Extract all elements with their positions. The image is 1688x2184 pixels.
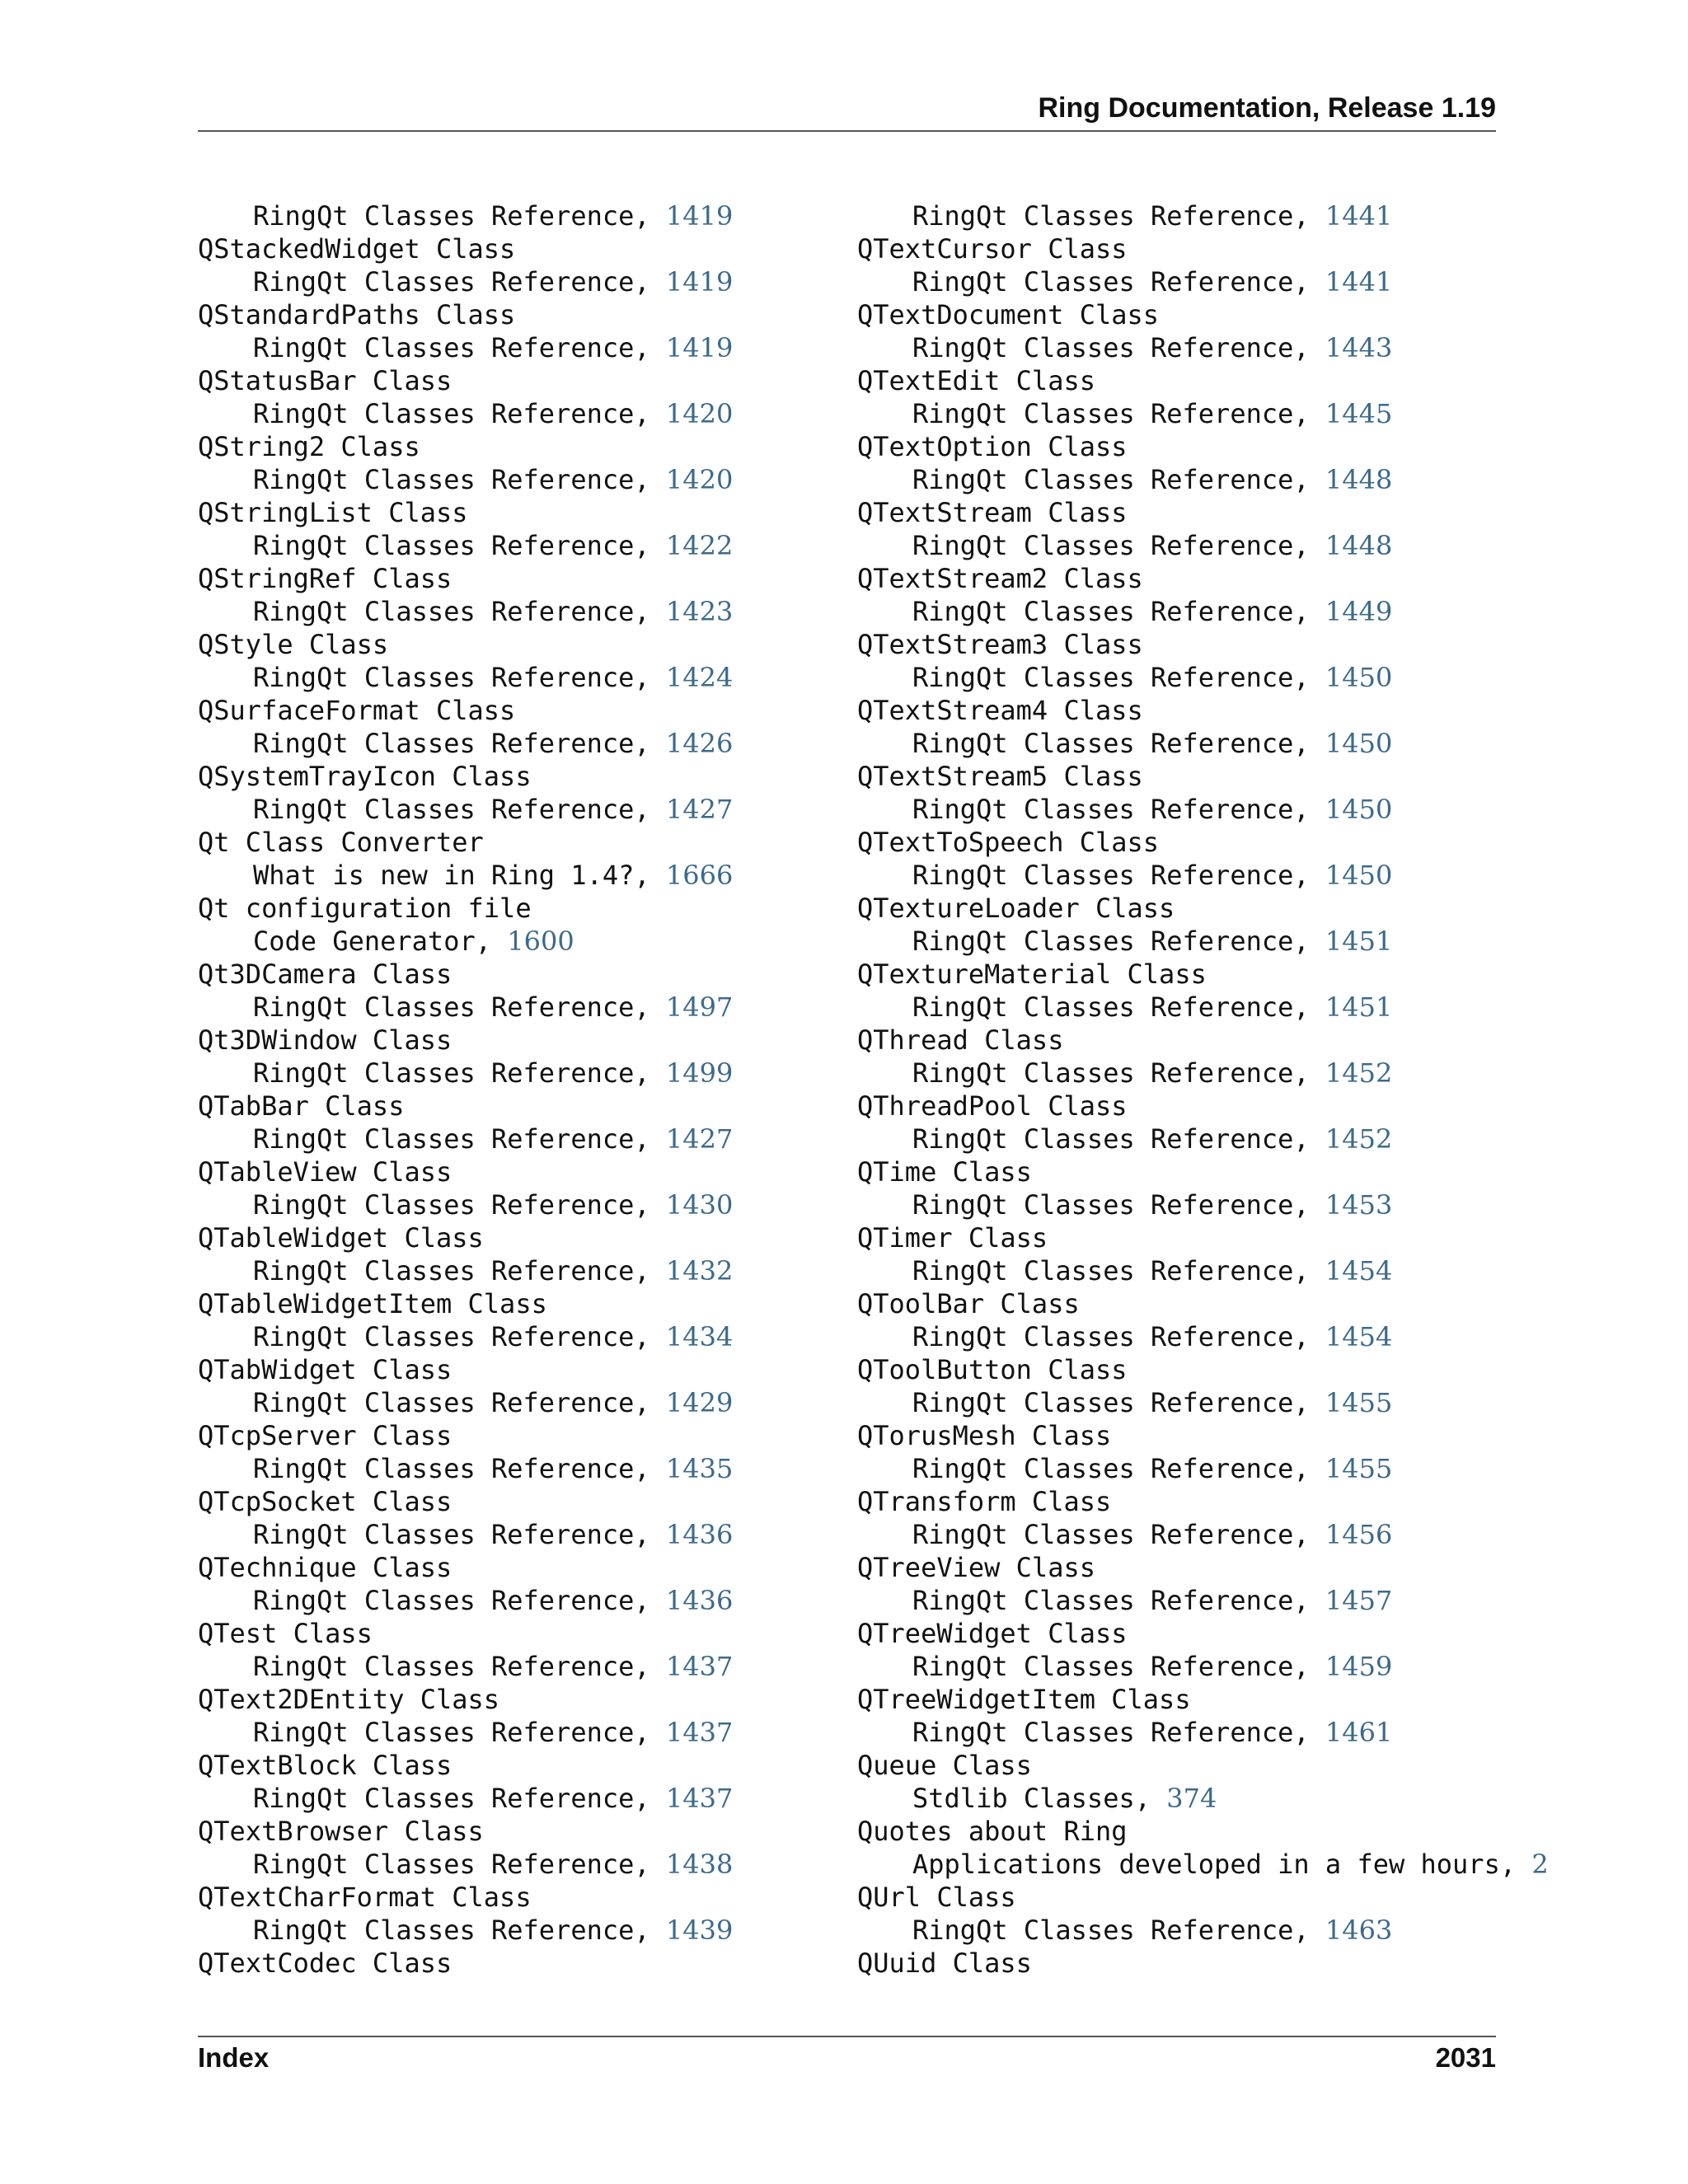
index-subentry xyxy=(857,1386,1508,1419)
page-reference-link[interactable]: 1600 xyxy=(507,926,574,957)
index-entry xyxy=(198,1419,841,1485)
page-reference-link[interactable]: 1420 xyxy=(665,398,734,429)
page-reference-link[interactable]: 1463 xyxy=(1325,1915,1393,1946)
index-term: QStatusBar Class xyxy=(198,365,452,396)
index-entry xyxy=(198,1287,841,1353)
index-entry xyxy=(198,826,841,892)
page-reference-link[interactable]: 1432 xyxy=(665,1255,734,1286)
index-entry xyxy=(857,1287,1508,1353)
index-subentry xyxy=(198,859,841,892)
index-entry xyxy=(857,694,1508,760)
index-subentry xyxy=(857,1650,1508,1683)
index-column-left xyxy=(198,199,841,1980)
page-reference-link[interactable]: 1450 xyxy=(1325,860,1393,891)
index-entry xyxy=(198,1551,841,1617)
index-term: QTextStream3 Class xyxy=(857,629,1143,660)
index-entry xyxy=(857,1485,1508,1551)
index-subentry xyxy=(857,1188,1508,1221)
index-term: Queue Class xyxy=(857,1750,1032,1781)
index-subentry-label: RingQt Classes Reference, xyxy=(912,464,1310,495)
index-entry xyxy=(198,298,841,364)
index-subentry xyxy=(857,331,1508,364)
index-term: Qt3DWindow Class xyxy=(198,1024,452,1056)
index-subentry-label: RingQt Classes Reference, xyxy=(253,1519,650,1550)
index-subentry xyxy=(198,1254,841,1287)
index-entry xyxy=(857,430,1508,496)
index-term: QSurfaceFormat Class xyxy=(198,695,516,726)
index-entry xyxy=(198,1815,841,1881)
page-reference-link[interactable]: 1422 xyxy=(665,530,734,561)
index-subentry xyxy=(198,1782,841,1815)
index-subentry-label: RingQt Classes Reference, xyxy=(253,464,650,495)
index-subentry xyxy=(198,1122,841,1155)
page-reference-link[interactable]: 1499 xyxy=(665,1057,734,1089)
index-entry xyxy=(857,826,1508,892)
index-subentry xyxy=(198,727,841,760)
index-entry xyxy=(857,1683,1508,1749)
index-subentry xyxy=(857,1122,1508,1155)
index-subentry-label: RingQt Classes Reference, xyxy=(253,1915,650,1946)
index-term: QTime Class xyxy=(857,1156,1032,1188)
index-term: Qt Class Converter xyxy=(198,827,484,858)
index-subentry-label: RingQt Classes Reference, xyxy=(253,1387,650,1418)
index-column-right xyxy=(857,199,1549,1980)
index-subentry-label: RingQt Classes Reference, xyxy=(912,266,1310,298)
index-entry xyxy=(857,628,1508,694)
page-reference-link[interactable]: 1435 xyxy=(665,1453,734,1484)
index-term: QString2 Class xyxy=(198,431,420,462)
page-reference-link[interactable]: 1451 xyxy=(1325,926,1393,957)
index-term: QTextCodec Class xyxy=(198,1947,452,1979)
index-subentry-label: RingQt Classes Reference, xyxy=(912,1255,1310,1286)
index-term: QSystemTrayIcon Class xyxy=(198,761,532,792)
page-reference-link[interactable]: 1419 xyxy=(665,266,734,298)
index-term: QTreeView Class xyxy=(857,1552,1095,1583)
index-term: QTableWidgetItem Class xyxy=(198,1288,547,1319)
index-subentry-label: RingQt Classes Reference, xyxy=(253,200,650,232)
page-reference-link[interactable]: 1449 xyxy=(1325,596,1393,627)
page-reference-link[interactable]: 2 xyxy=(1531,1849,1549,1880)
index-entry xyxy=(857,232,1508,298)
index-subentry xyxy=(857,1914,1508,1947)
index-subentry xyxy=(857,1782,1508,1815)
index-entry xyxy=(857,958,1508,1024)
index-subentry xyxy=(857,727,1508,760)
index-entry xyxy=(198,1155,841,1221)
footer-page-number: 2031 xyxy=(1435,2042,1496,2073)
index-entry xyxy=(857,1749,1508,1815)
index-subentry-label: Stdlib Classes, xyxy=(912,1783,1151,1814)
page-reference-link[interactable]: 1438 xyxy=(665,1849,734,1880)
page-reference-link[interactable]: 1452 xyxy=(1325,1123,1393,1155)
index-entry xyxy=(857,1419,1508,1485)
page-reference-link[interactable]: 1452 xyxy=(1325,1057,1393,1089)
index-subentry-label: RingQt Classes Reference, xyxy=(253,991,650,1023)
index-term: QTorusMesh Class xyxy=(857,1420,1112,1451)
index-term: QTextDocument Class xyxy=(857,299,1160,330)
page-reference-link[interactable]: 1437 xyxy=(665,1651,734,1682)
index-term: QThreadPool Class xyxy=(857,1090,1128,1122)
page-reference-link[interactable]: 1443 xyxy=(1325,332,1393,363)
index-subentry-label: RingQt Classes Reference, xyxy=(253,1321,650,1352)
index-entry xyxy=(857,892,1508,958)
index-term: QTextCursor Class xyxy=(857,233,1128,265)
page-reference-link[interactable]: 1448 xyxy=(1325,530,1393,561)
index-subentry xyxy=(198,793,841,826)
index-subentry xyxy=(198,661,841,694)
index-entry xyxy=(857,1815,1549,1881)
index-subentry xyxy=(857,1716,1508,1749)
index-subentry xyxy=(198,331,841,364)
index-subentry-label: RingQt Classes Reference, xyxy=(912,1651,1310,1682)
page-reference-link[interactable]: 1461 xyxy=(1325,1717,1393,1748)
index-subentry-label: RingQt Classes Reference, xyxy=(912,1717,1310,1748)
index-subentry-label: RingQt Classes Reference, xyxy=(253,1255,650,1286)
index-subentry xyxy=(198,991,841,1024)
index-subentry-label: RingQt Classes Reference, xyxy=(912,728,1310,759)
page-reference-link[interactable]: 1419 xyxy=(665,200,734,232)
index-subentry xyxy=(857,529,1508,562)
index-term: QToolBar Class xyxy=(857,1288,1080,1319)
index-entry xyxy=(198,1090,841,1155)
page-reference-link[interactable]: 1451 xyxy=(1325,991,1393,1023)
page-reference-link[interactable]: 1437 xyxy=(665,1717,734,1748)
index-term: QStandardPaths Class xyxy=(198,299,516,330)
index-subentry-label: RingQt Classes Reference, xyxy=(912,398,1310,429)
index-entry xyxy=(198,892,841,958)
index-entry xyxy=(198,430,841,496)
index-subentry-label: What is new in Ring 1.4?, xyxy=(253,860,650,891)
index-term: QToolButton Class xyxy=(857,1354,1128,1385)
page-header-title: Ring Documentation, Release 1.19 xyxy=(1038,92,1496,124)
index-term: QThread Class xyxy=(857,1024,1064,1056)
index-subentry xyxy=(198,925,841,958)
index-subentry-label: RingQt Classes Reference, xyxy=(912,596,1310,627)
index-subentry-label: RingQt Classes Reference, xyxy=(912,1321,1310,1352)
header-rule xyxy=(198,130,1496,132)
index-term: QTreeWidgetItem Class xyxy=(857,1684,1191,1715)
index-subentry-label: Applications developed in a few hours, xyxy=(912,1849,1517,1880)
index-term: QTcpServer Class xyxy=(198,1420,452,1451)
index-entry xyxy=(198,364,841,430)
index-term: Quotes about Ring xyxy=(857,1816,1128,1847)
index-subentry xyxy=(857,793,1508,826)
index-subentry xyxy=(198,1386,841,1419)
index-term: QTabBar Class xyxy=(198,1090,405,1122)
index-term: QTableWidget Class xyxy=(198,1222,484,1254)
index-subentry-label: RingQt Classes Reference, xyxy=(253,1585,650,1616)
index-subentry-label: RingQt Classes Reference, xyxy=(912,926,1310,957)
index-term: QTextCharFormat Class xyxy=(198,1882,532,1913)
index-subentry xyxy=(198,1518,841,1551)
index-term: QTextStream4 Class xyxy=(857,695,1143,726)
index-term: QTextStream5 Class xyxy=(857,761,1143,792)
index-subentry xyxy=(857,595,1508,628)
index-subentry xyxy=(857,463,1508,496)
footer-section-label: Index xyxy=(198,2042,270,2073)
index-subentry-label: RingQt Classes Reference, xyxy=(912,1123,1310,1155)
index-term: QUrl Class xyxy=(857,1882,1016,1913)
index-subentry-label: RingQt Classes Reference, xyxy=(253,398,650,429)
index-entry xyxy=(857,1353,1508,1419)
index-subentry-label: RingQt Classes Reference, xyxy=(912,530,1310,561)
index-subentry-label: RingQt Classes Reference, xyxy=(912,1057,1310,1089)
index-entry xyxy=(857,1617,1508,1683)
index-entry xyxy=(857,1551,1508,1617)
index-subentry xyxy=(198,199,841,232)
index-entry xyxy=(198,1221,841,1287)
index-subentry xyxy=(857,265,1508,298)
index-term: QStringList Class xyxy=(198,497,468,528)
page-footer xyxy=(198,2042,1496,2074)
index-entry xyxy=(198,199,841,232)
page-reference-link[interactable]: 1429 xyxy=(665,1387,734,1418)
index-subentry-label: RingQt Classes Reference, xyxy=(253,1453,650,1484)
index-term: QTextStream Class xyxy=(857,497,1128,528)
page-reference-link[interactable]: 1436 xyxy=(665,1585,734,1616)
index-subentry-label: RingQt Classes Reference, xyxy=(253,1189,650,1221)
page-reference-link[interactable]: 1441 xyxy=(1325,266,1393,298)
page-reference-link[interactable]: 1441 xyxy=(1325,200,1393,232)
index-subentry-label: RingQt Classes Reference, xyxy=(912,1519,1310,1550)
index-subentry xyxy=(198,1320,841,1353)
index-entry xyxy=(198,1683,841,1749)
page-reference-link[interactable]: 374 xyxy=(1166,1783,1217,1814)
index-term: QTextBrowser Class xyxy=(198,1816,484,1847)
index-entry xyxy=(198,1353,841,1419)
index-entry xyxy=(198,1024,841,1090)
index-subentry xyxy=(198,529,841,562)
index-term: QTextEdit Class xyxy=(857,365,1095,396)
index-entry xyxy=(857,760,1508,826)
index-subentry xyxy=(198,1057,841,1090)
index-subentry-label: RingQt Classes Reference, xyxy=(253,1717,650,1748)
index-entry xyxy=(857,1221,1508,1287)
index-entry xyxy=(198,496,841,562)
index-term: QTabWidget Class xyxy=(198,1354,452,1385)
index-subentry xyxy=(198,1188,841,1221)
index-subentry xyxy=(857,661,1508,694)
page-reference-link[interactable]: 1456 xyxy=(1325,1519,1393,1550)
index-term: QTextOption Class xyxy=(857,431,1128,462)
index-term: Qt configuration file xyxy=(198,893,532,924)
index-subentry-label: RingQt Classes Reference, xyxy=(912,1585,1310,1616)
index-subentry-label: Code Generator, xyxy=(253,926,491,957)
index-subentry xyxy=(198,397,841,430)
page-reference-link[interactable]: 1426 xyxy=(665,728,734,759)
index-subentry xyxy=(857,1518,1508,1551)
page-reference-link[interactable]: 1419 xyxy=(665,332,734,363)
index-subentry xyxy=(857,991,1508,1024)
index-entry xyxy=(198,958,841,1024)
page-reference-link[interactable]: 1439 xyxy=(665,1915,734,1946)
index-subentry xyxy=(198,1914,841,1947)
page-reference-link[interactable]: 1450 xyxy=(1325,728,1393,759)
index-term: QTextBlock Class xyxy=(198,1750,452,1781)
index-entry xyxy=(857,199,1508,232)
page-reference-link[interactable]: 1448 xyxy=(1325,464,1393,495)
index-subentry xyxy=(857,925,1508,958)
page-reference-link[interactable]: 1459 xyxy=(1325,1651,1393,1682)
index-subentry xyxy=(198,1716,841,1749)
index-subentry-label: RingQt Classes Reference, xyxy=(912,332,1310,363)
page-reference-link[interactable]: 1666 xyxy=(665,860,734,891)
index-entry xyxy=(857,562,1508,628)
footer-rule xyxy=(198,2036,1496,2037)
index-subentry-label: RingQt Classes Reference, xyxy=(912,662,1310,693)
index-subentry-label: RingQt Classes Reference, xyxy=(253,332,650,363)
index-term: QStyle Class xyxy=(198,629,389,660)
index-subentry xyxy=(857,397,1508,430)
index-entry xyxy=(198,760,841,826)
index-subentry xyxy=(857,1254,1508,1287)
page-reference-link[interactable]: 1420 xyxy=(665,464,734,495)
page-reference-link[interactable]: 1430 xyxy=(665,1189,734,1221)
index-subentry xyxy=(857,1057,1508,1090)
index-subentry xyxy=(857,1452,1508,1485)
index-entry xyxy=(198,628,841,694)
index-term: QTreeWidget Class xyxy=(857,1618,1128,1649)
page-reference-link[interactable]: 1423 xyxy=(665,596,734,627)
index-subentry-label: RingQt Classes Reference, xyxy=(253,662,650,693)
index-entry xyxy=(198,694,841,760)
index-term: QTextureLoader Class xyxy=(857,893,1175,924)
index-entry xyxy=(198,1749,841,1815)
index-subentry-label: RingQt Classes Reference, xyxy=(253,1849,650,1880)
page-reference-link[interactable]: 1497 xyxy=(665,991,734,1023)
page-reference-link[interactable]: 1445 xyxy=(1325,398,1393,429)
index-subentry xyxy=(198,1584,841,1617)
index-term: QTimer Class xyxy=(857,1222,1048,1254)
index-entry xyxy=(857,496,1508,562)
index-subentry xyxy=(857,1848,1549,1881)
index-term: QTextStream2 Class xyxy=(857,563,1143,594)
page-reference-link[interactable]: 1454 xyxy=(1325,1255,1393,1286)
index-subentry-label: RingQt Classes Reference, xyxy=(912,1453,1310,1484)
page-reference-link[interactable]: 1457 xyxy=(1325,1585,1393,1616)
index-term: QStringRef Class xyxy=(198,563,452,594)
index-subentry xyxy=(857,859,1508,892)
index-term: Qt3DCamera Class xyxy=(198,958,452,990)
index-term: QTcpSocket Class xyxy=(198,1486,452,1517)
page-reference-link[interactable]: 1455 xyxy=(1325,1453,1393,1484)
index-subentry xyxy=(198,1650,841,1683)
index-subentry xyxy=(198,1452,841,1485)
index-entry xyxy=(198,1881,841,1947)
index-entry xyxy=(857,364,1508,430)
index-subentry-label: RingQt Classes Reference, xyxy=(912,1189,1310,1221)
index-term: QTransform Class xyxy=(857,1486,1112,1517)
index-entry xyxy=(857,1155,1508,1221)
index-subentry-label: RingQt Classes Reference, xyxy=(253,728,650,759)
page-reference-link[interactable]: 1427 xyxy=(665,794,734,825)
index-entry xyxy=(857,1947,1508,1980)
index-subentry xyxy=(198,595,841,628)
page-reference-link[interactable]: 1436 xyxy=(665,1519,734,1550)
index-term: QTechnique Class xyxy=(198,1552,452,1583)
index-subentry-label: RingQt Classes Reference, xyxy=(912,860,1310,891)
index-entry xyxy=(857,1024,1508,1090)
page-reference-link[interactable]: 1450 xyxy=(1325,662,1393,693)
index-term: QTextureMaterial Class xyxy=(857,958,1207,990)
page-reference-link[interactable]: 1437 xyxy=(665,1783,734,1814)
index-subentry xyxy=(857,199,1508,232)
index-subentry xyxy=(198,463,841,496)
index-subentry-label: RingQt Classes Reference, xyxy=(253,596,650,627)
page-reference-link[interactable]: 1424 xyxy=(665,662,734,693)
index-subentry xyxy=(198,1848,841,1881)
index-term: QStackedWidget Class xyxy=(198,233,516,265)
index-term: QTest Class xyxy=(198,1618,373,1649)
index-subentry xyxy=(198,265,841,298)
index-subentry-label: RingQt Classes Reference, xyxy=(253,266,650,298)
index-entry xyxy=(857,1090,1508,1155)
index-subentry-label: RingQt Classes Reference, xyxy=(912,794,1310,825)
index-entry xyxy=(198,562,841,628)
index-subentry xyxy=(857,1320,1508,1353)
index-entry xyxy=(198,1485,841,1551)
index-term: QText2DEntity Class xyxy=(198,1684,500,1715)
page-reference-link[interactable]: 1454 xyxy=(1325,1321,1393,1352)
page-reference-link[interactable]: 1427 xyxy=(665,1123,734,1155)
page-reference-link[interactable]: 1453 xyxy=(1325,1189,1393,1221)
index-subentry xyxy=(857,1584,1508,1617)
index-subentry-label: RingQt Classes Reference, xyxy=(253,1651,650,1682)
index-term: QTableView Class xyxy=(198,1156,452,1188)
index-subentry-label: RingQt Classes Reference, xyxy=(912,200,1310,232)
index-entry xyxy=(198,1947,841,1980)
index-entry xyxy=(857,298,1508,364)
index-subentry-label: RingQt Classes Reference, xyxy=(253,794,650,825)
page-reference-link[interactable]: 1455 xyxy=(1325,1387,1393,1418)
index-term: QTextToSpeech Class xyxy=(857,827,1160,858)
page-reference-link[interactable]: 1434 xyxy=(665,1321,734,1352)
index-subentry-label: RingQt Classes Reference, xyxy=(253,1057,650,1089)
page-reference-link[interactable]: 1450 xyxy=(1325,794,1393,825)
index-subentry-label: RingQt Classes Reference, xyxy=(912,1387,1310,1418)
index-entry xyxy=(198,232,841,298)
index-subentry-label: RingQt Classes Reference, xyxy=(912,991,1310,1023)
index-entry xyxy=(857,1881,1508,1947)
index-subentry-label: RingQt Classes Reference, xyxy=(253,530,650,561)
index-subentry-label: RingQt Classes Reference, xyxy=(253,1783,650,1814)
index-subentry-label: RingQt Classes Reference, xyxy=(912,1915,1310,1946)
index-entry xyxy=(198,1617,841,1683)
index-term: QUuid Class xyxy=(857,1947,1032,1979)
index-subentry-label: RingQt Classes Reference, xyxy=(253,1123,650,1155)
